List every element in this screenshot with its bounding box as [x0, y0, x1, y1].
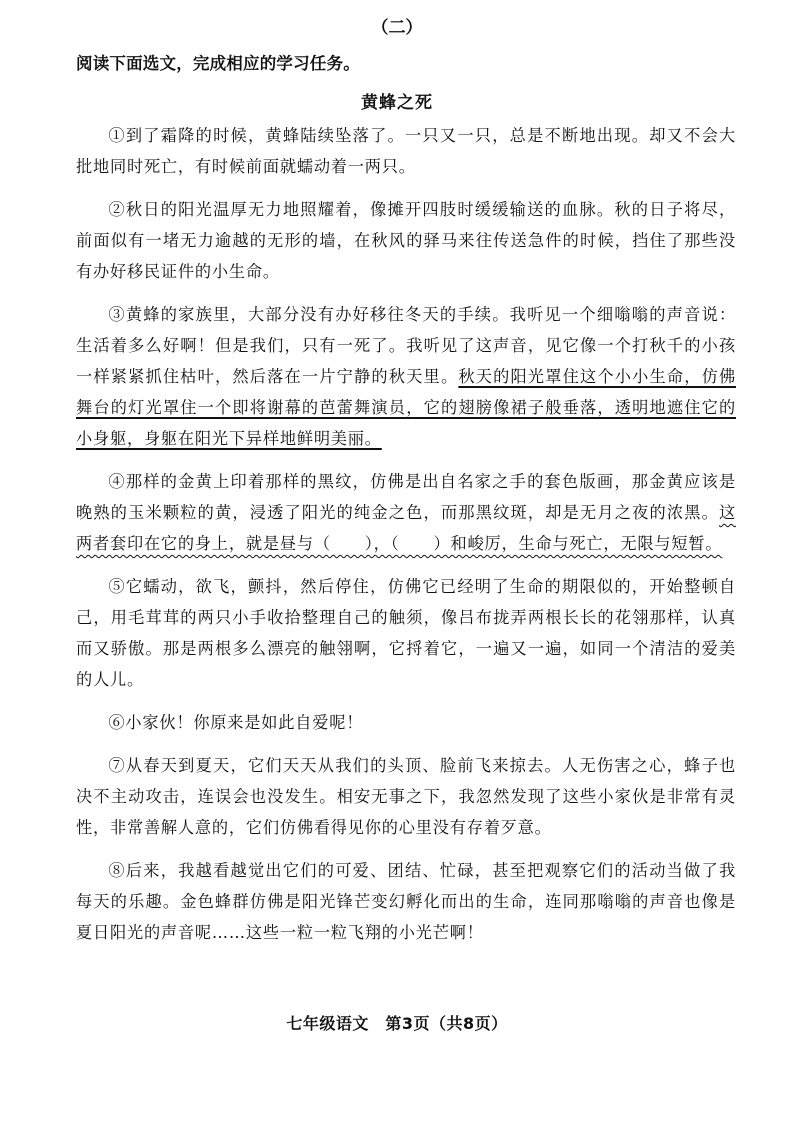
paragraph-6 — [76, 707, 736, 738]
paragraph-4 — [76, 466, 736, 559]
section-number: （二） — [371, 18, 423, 38]
reading-instruction: 阅读下面选文，完成相应的学习任务。 — [76, 54, 360, 73]
paragraph-4-wavy-sentence-with-blanks: 这两者套印在它的身上，就是昼与（ ），（ ）和峻厉，生命与死亡，无限与短暂。 — [76, 503, 736, 553]
paragraph-6-text: ⑥小家伙！你原来是如此自爱呢！ — [108, 713, 364, 732]
article-title: 黄蜂之死 — [361, 93, 433, 113]
page-footer: 七年级语文 第3页（共8页） — [286, 1014, 508, 1033]
paragraph-7-text: ⑦从春天到夏天，它们天天从我们的头顶、脸前飞来掠去。人无伤害之心，蜂子也决不主动攻击，连误会也没发生。相安无事之下，我忽然发现了这些小家伙是非常有灵性，非常善解人意的，它们仿佛看得见你的心里没有存着歹意。 — [76, 756, 736, 837]
paragraph-4-text: ④那样的金黄上印着那样的黑纹，仿佛是出自名家之手的套色版画，那金黄应该是晚熟的玉米颗粒的黄，浸透了阳光的纯金之色，而那黑纹斑，却是无月之夜的浓黑。 — [76, 472, 736, 522]
paragraph-5-text: ⑤它蠕动，欲飞，颤抖，然后停住，仿佛它已经明了生命的期限似的，开始整顿自己，用毛茸茸的两只小手收拾整理自己的触须，像吕布拢弄两根长长的花翎那样，认真而又骄傲。那是两根多么漂亮的触翎啊，它捋着它，一遍又一遍，如同一个清洁的爱美的人儿。 — [76, 577, 736, 689]
paragraph-1 — [76, 120, 736, 182]
paragraph-7 — [76, 750, 736, 843]
paragraph-8 — [76, 855, 736, 948]
paragraph-5 — [76, 571, 736, 695]
paragraph-3 — [76, 299, 736, 454]
paragraph-8-text: ⑧后来，我越看越觉出它们的可爱、团结、忙碌，甚至把观察它们的活动当做了我每天的乐趣。金色蜂群仿佛是阳光锋芒变幻孵化而出的生命，连同那嗡嗡的声音也像是夏日阳光的声音呢……这些一粒一粒飞翔的小光芒啊！ — [76, 861, 736, 942]
paragraph-3-underlined-sentence: 秋天的阳光罩住这个小小生命，仿佛舞台的灯光罩住一个即将谢幕的芭蕾舞演员，它的翅膀像裙子般垂落，透明地遮住它的小身躯，身躯在阳光下异样地鲜明美丽。 — [76, 367, 736, 448]
paragraph-2 — [76, 194, 736, 287]
paragraph-2-text: ②秋日的阳光温厚无力地照耀着，像摊开四肢时缓缓输送的血脉。秋的日子将尽，前面似有一堵无力逾越的无形的墙，在秋风的驿马来往传送急件的时候，挡住了那些没有办好移民证件的小生命。 — [76, 200, 736, 281]
paragraph-1-text: ①到了霜降的时候，黄蜂陆续坠落了。一只又一只，总是不断地出现。却又不会大批地同时死亡，有时候前面就蠕动着一两只。 — [76, 126, 736, 176]
article-body — [76, 120, 736, 960]
paragraph-3-text: ③黄蜂的家族里，大部分没有办好移往冬天的手续。我听见一个细嗡嗡的声音说：生活着多么好啊！但是我们，只有一死了。我听见了这声音，见它像一个打秋千的小孩一样紧紧抓住枯叶，然后落在一片宁静的秋天里。 — [76, 305, 736, 386]
